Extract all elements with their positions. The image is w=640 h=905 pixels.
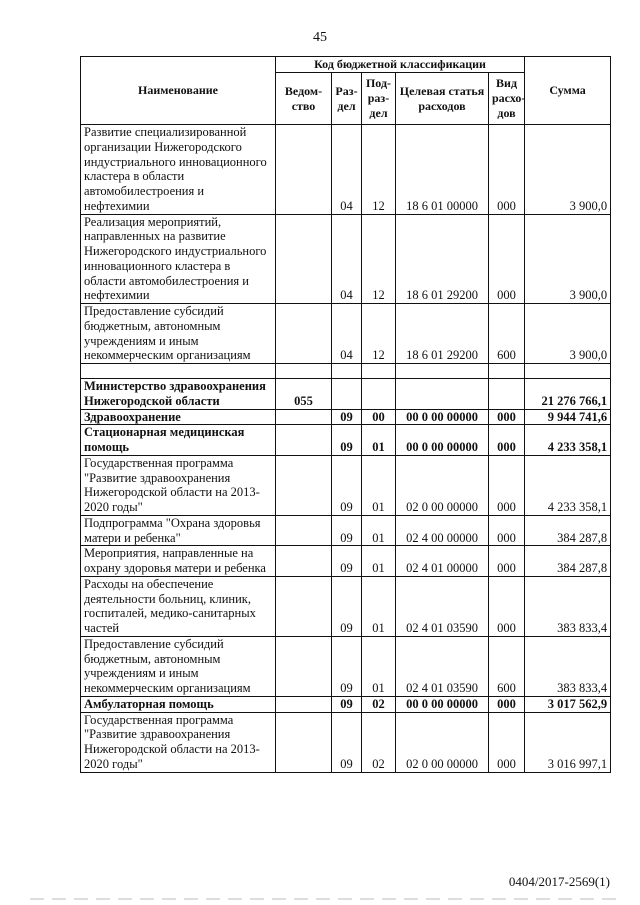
row-name: Предоставление субсидий бюджетным, автономным учреждениям и иным некоммерческим организациям <box>81 636 276 696</box>
table-row <box>81 425 611 456</box>
row-pr: 01 <box>362 425 396 456</box>
row-pr: 12 <box>362 214 396 304</box>
row-cs <box>396 379 489 410</box>
row-rz: 09 <box>332 409 362 425</box>
row-pr: 12 <box>362 304 396 364</box>
row-sum: 3 016 997,1 <box>525 712 611 772</box>
header-razdel: Раз-дел <box>332 73 362 125</box>
header-code-group: Код бюджетной классификации <box>276 57 525 73</box>
row-pr: 12 <box>362 125 396 215</box>
row-ved <box>276 214 332 304</box>
row-ved <box>276 546 332 577</box>
row-cs: 00 0 00 00000 <box>396 425 489 456</box>
row-rz: 09 <box>332 576 362 636</box>
row-ved <box>276 636 332 696</box>
row-cs: 02 0 00 00000 <box>396 455 489 515</box>
header-vid: Вид расхо-дов <box>489 73 525 125</box>
row-name: Амбулаторная помощь <box>81 696 276 712</box>
row-name: Министерство здравоохранения Нижегородской области <box>81 379 276 410</box>
row-rz: 04 <box>332 304 362 364</box>
budget-table <box>80 56 611 773</box>
row-name: Стационарная медицинская помощь <box>81 425 276 456</box>
row-ved: 055 <box>276 379 332 410</box>
row-rz: 09 <box>332 425 362 456</box>
row-sum: 383 833,4 <box>525 636 611 696</box>
table-row <box>81 409 611 425</box>
row-cs: 00 0 00 00000 <box>396 696 489 712</box>
row-vr: 000 <box>489 576 525 636</box>
row-ved <box>276 696 332 712</box>
row-pr: 00 <box>362 409 396 425</box>
row-ved <box>276 409 332 425</box>
row-rz: 09 <box>332 636 362 696</box>
row-pr <box>362 379 396 410</box>
row-vr: 600 <box>489 636 525 696</box>
row-name: Подпрограмма "Охрана здоровья матери и ребенка" <box>81 515 276 546</box>
row-sum: 4 233 358,1 <box>525 425 611 456</box>
row-ved <box>276 712 332 772</box>
row-rz: 09 <box>332 546 362 577</box>
header-vedomstvo: Ведом-ство <box>276 73 332 125</box>
row-vr: 600 <box>489 304 525 364</box>
table-row <box>81 455 611 515</box>
table-row <box>81 125 611 215</box>
row-vr: 000 <box>489 425 525 456</box>
row-name: Мероприятия, направленные на охрану здоровья матери и ребенка <box>81 546 276 577</box>
row-cs: 02 0 00 00000 <box>396 712 489 772</box>
row-sum: 384 287,8 <box>525 515 611 546</box>
row-ved <box>276 455 332 515</box>
row-pr: 02 <box>362 696 396 712</box>
table-row <box>81 696 611 712</box>
row-cs: 18 6 01 00000 <box>396 125 489 215</box>
row-pr: 01 <box>362 546 396 577</box>
row-cs: 18 6 01 29200 <box>396 214 489 304</box>
row-sum: 384 287,8 <box>525 546 611 577</box>
scan-artifact <box>30 898 620 900</box>
row-cs: 02 4 01 00000 <box>396 546 489 577</box>
row-vr: 000 <box>489 125 525 215</box>
row-pr: 01 <box>362 515 396 546</box>
row-rz <box>332 379 362 410</box>
row-sum: 3 900,0 <box>525 304 611 364</box>
row-vr <box>489 379 525 410</box>
row-name: Государственная программа "Развитие здравоохранения Нижегородской области на 2013-2020 годы" <box>81 712 276 772</box>
document-code: 0404/2017-2569(1) <box>508 874 610 889</box>
row-cs: 02 4 01 03590 <box>396 636 489 696</box>
row-sum: 383 833,4 <box>525 576 611 636</box>
table-row <box>81 546 611 577</box>
row-cs: 02 4 01 03590 <box>396 576 489 636</box>
row-vr: 000 <box>489 409 525 425</box>
row-rz: 09 <box>332 712 362 772</box>
row-vr: 000 <box>489 455 525 515</box>
row-name: Государственная программа "Развитие здравоохранения Нижегородской области на 2013-2020 годы" <box>81 455 276 515</box>
spacer-row <box>81 364 611 379</box>
page-number: 45 <box>313 30 327 45</box>
table-row <box>81 214 611 304</box>
row-vr: 000 <box>489 546 525 577</box>
row-name: Развитие специализированной организации Нижегородского индустриального инновационного кластера в области автомобилестроения и нефтехимии <box>81 125 276 215</box>
row-sum: 3 900,0 <box>525 125 611 215</box>
row-rz: 09 <box>332 696 362 712</box>
row-pr: 01 <box>362 455 396 515</box>
row-sum: 3 017 562,9 <box>525 696 611 712</box>
row-rz: 04 <box>332 125 362 215</box>
row-pr: 01 <box>362 576 396 636</box>
table-row <box>81 576 611 636</box>
table-row <box>81 712 611 772</box>
row-vr: 000 <box>489 515 525 546</box>
row-name: Расходы на обеспечение деятельности больниц, клиник, госпиталей, медико-санитарных частей <box>81 576 276 636</box>
header-naimenovanie: Наименование <box>81 57 276 125</box>
row-pr: 02 <box>362 712 396 772</box>
row-rz: 04 <box>332 214 362 304</box>
table-row <box>81 304 611 364</box>
row-sum: 4 233 358,1 <box>525 455 611 515</box>
table-row <box>81 515 611 546</box>
header-summa: Сумма <box>525 57 611 125</box>
row-sum: 21 276 766,1 <box>525 379 611 410</box>
table-row <box>81 379 611 410</box>
row-rz: 09 <box>332 515 362 546</box>
header-celevaya: Целевая статья расходов <box>396 73 489 125</box>
row-vr: 000 <box>489 214 525 304</box>
row-sum: 9 944 741,6 <box>525 409 611 425</box>
row-ved <box>276 304 332 364</box>
row-ved <box>276 125 332 215</box>
row-cs: 18 6 01 29200 <box>396 304 489 364</box>
row-pr: 01 <box>362 636 396 696</box>
row-ved <box>276 515 332 546</box>
row-ved <box>276 425 332 456</box>
row-ved <box>276 576 332 636</box>
row-cs: 00 0 00 00000 <box>396 409 489 425</box>
row-cs: 02 4 00 00000 <box>396 515 489 546</box>
row-name: Здравоохранение <box>81 409 276 425</box>
row-name: Реализация мероприятий, направленных на развитие Нижегородского индустриального инновационного кластера в области автомобилестроения и нефтехимии <box>81 214 276 304</box>
row-sum: 3 900,0 <box>525 214 611 304</box>
row-vr: 000 <box>489 696 525 712</box>
header-podrazdel: Под-раз-дел <box>362 73 396 125</box>
row-vr: 000 <box>489 712 525 772</box>
row-name: Предоставление субсидий бюджетным, автономным учреждениям и иным некоммерческим организациям <box>81 304 276 364</box>
table-row <box>81 636 611 696</box>
row-rz: 09 <box>332 455 362 515</box>
